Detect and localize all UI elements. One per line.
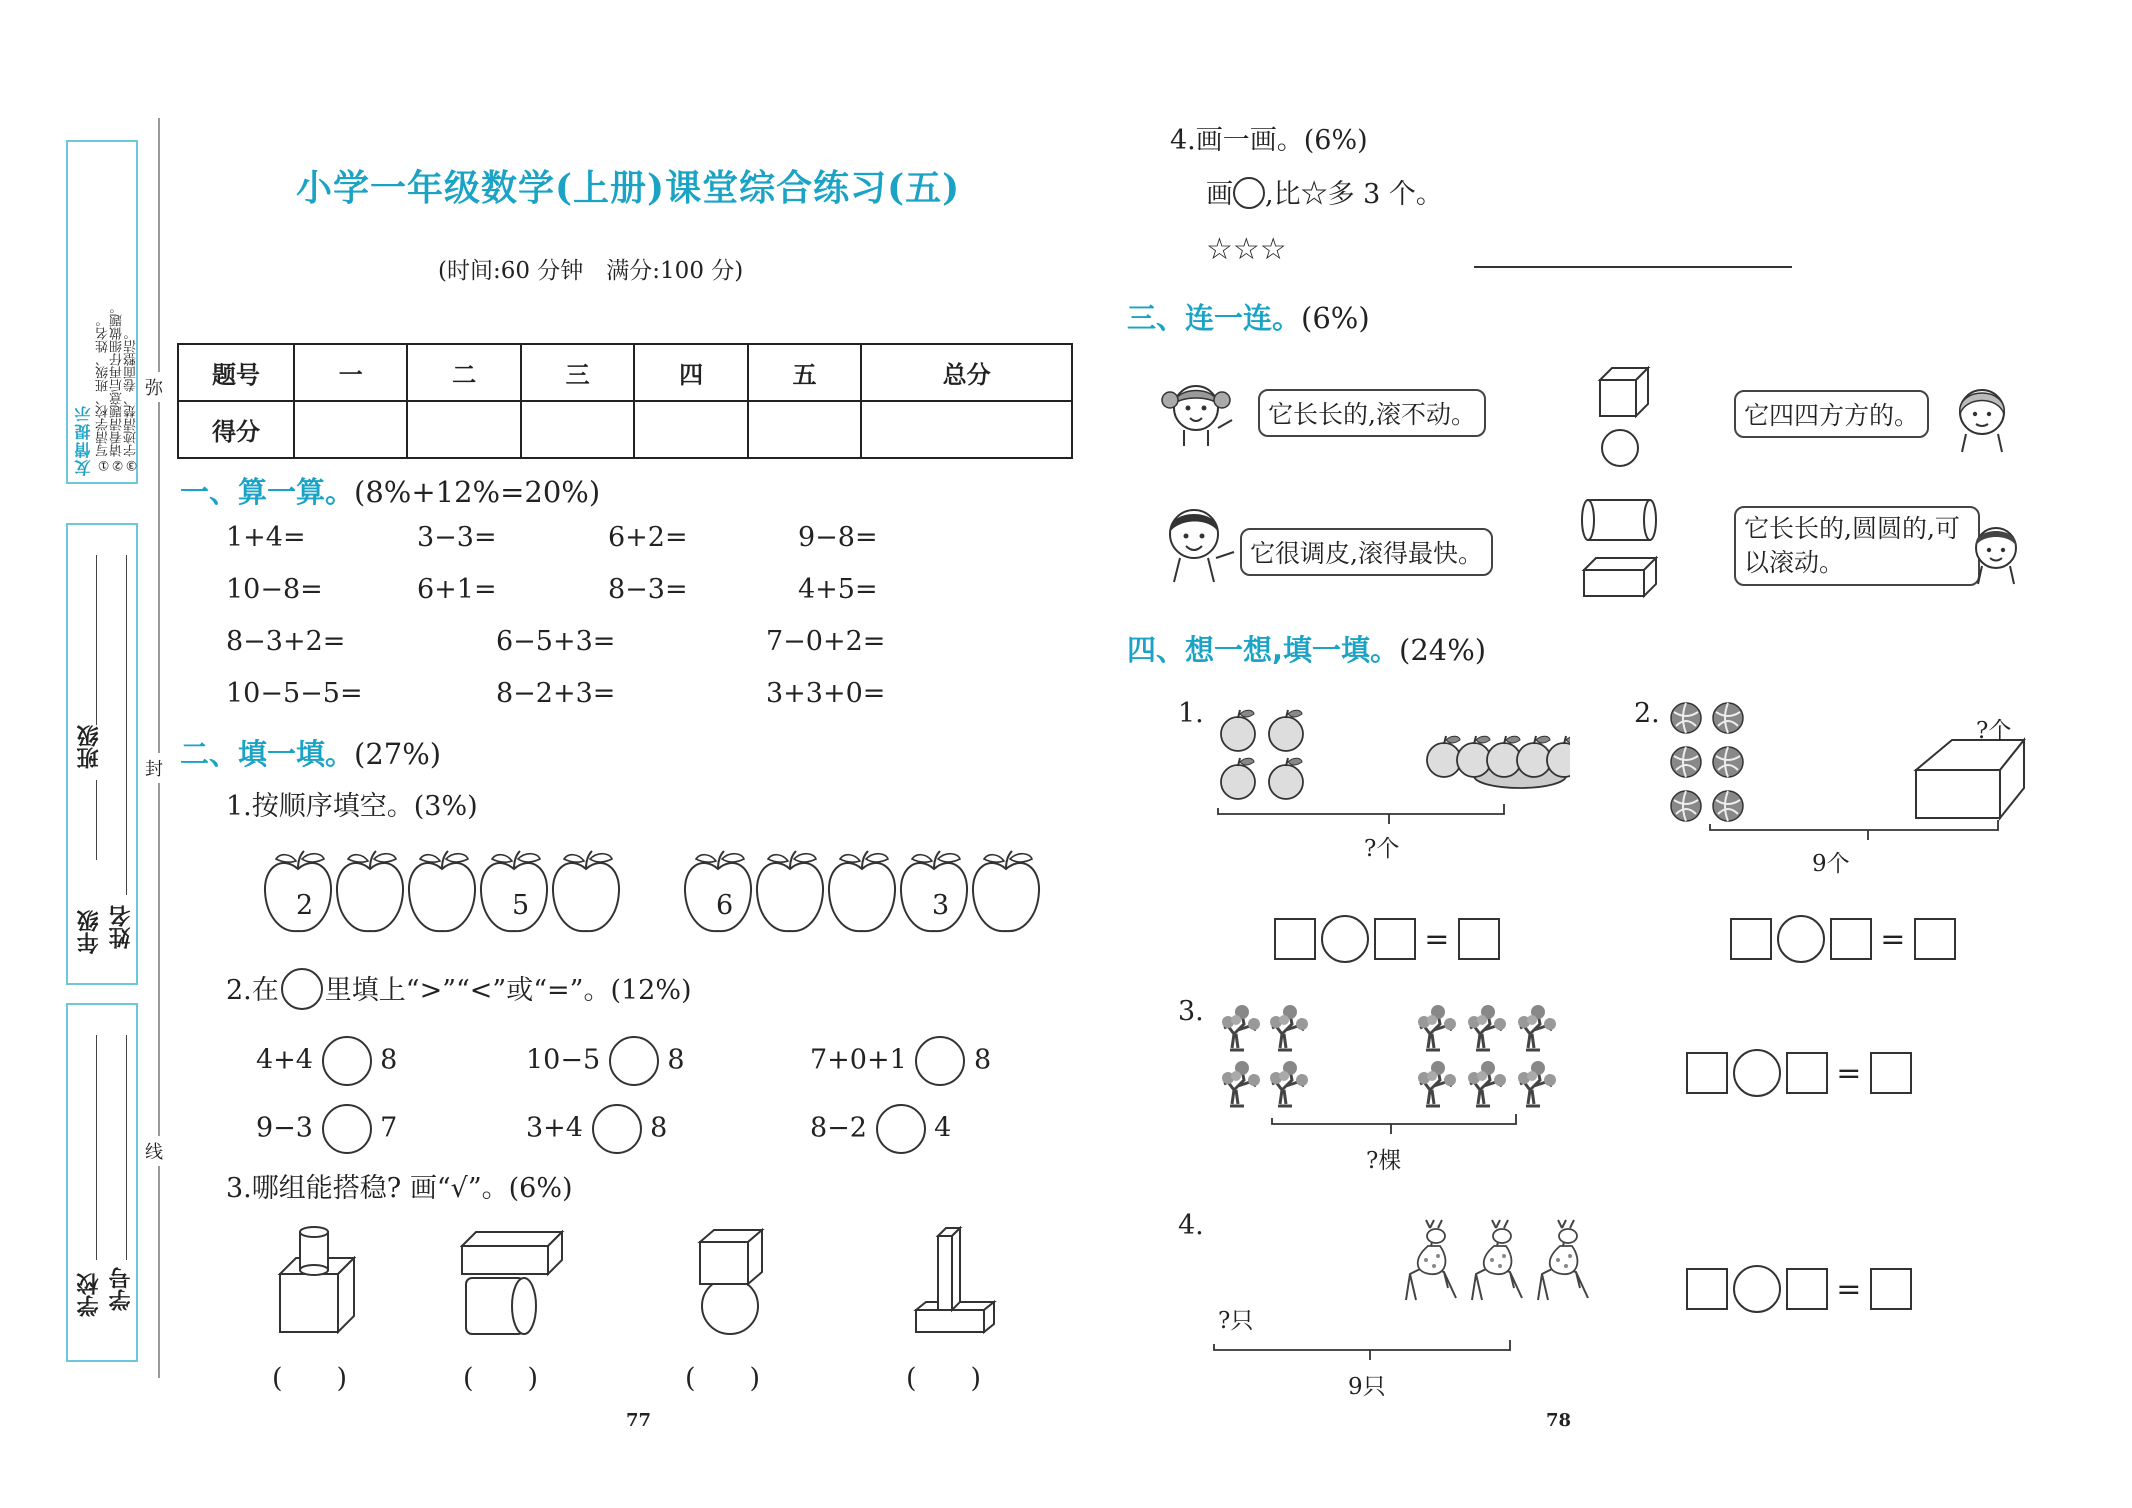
calc-9: 8−3+2= <box>226 626 346 657</box>
compare-right: 7 <box>380 1112 398 1144</box>
tall-block-shape <box>916 1228 994 1332</box>
cube-shape <box>1600 368 1648 416</box>
stack-options <box>270 1226 1030 1341</box>
number-line <box>126 1035 127 1260</box>
calc-7: 8−3= <box>608 574 688 605</box>
compare-circle[interactable] <box>592 1104 642 1154</box>
score-header: 题号 <box>178 344 294 401</box>
operator-circle[interactable] <box>1733 1049 1781 1097</box>
compare-item <box>256 1036 397 1086</box>
q2-prefix: 2.在 <box>226 975 279 1006</box>
apple-number: 5 <box>512 890 530 921</box>
answer-box[interactable] <box>1870 1052 1912 1094</box>
calc-11: 7−0+2= <box>766 626 886 657</box>
compare-left: 4+4 <box>256 1044 313 1076</box>
section1-points: (8%+12%=20%) <box>354 475 601 509</box>
compare-left: 9−3 <box>256 1112 313 1144</box>
answer-paren[interactable]: ( ) <box>685 1363 761 1394</box>
cuboid-on-cylinder-shape <box>462 1232 562 1334</box>
cylinder-shape <box>1582 500 1656 540</box>
apple <box>409 851 475 931</box>
operator-circle[interactable] <box>1321 915 1369 963</box>
apple-number: 6 <box>716 890 734 921</box>
class-info-box <box>66 523 138 985</box>
calc-1: 1+4= <box>226 522 306 553</box>
compare-left: 3+4 <box>526 1112 583 1144</box>
equals-sign: = <box>1880 921 1906 957</box>
speech-bubble: 它四四方方的。 <box>1734 390 1929 438</box>
compare-right: 4 <box>934 1112 952 1144</box>
compare-right: 8 <box>650 1112 668 1144</box>
class-line <box>96 555 97 725</box>
section4-heading <box>1127 628 1486 669</box>
answer-box[interactable] <box>1274 918 1316 960</box>
compare-item <box>810 1104 951 1154</box>
answer-box[interactable] <box>1786 1268 1828 1310</box>
answer-paren[interactable]: ( ) <box>272 1363 348 1394</box>
score-header: 四 <box>634 344 747 401</box>
q1-text: 1.按顺序填空。(3%) <box>226 791 478 822</box>
p2-label: 9个 <box>1812 851 1850 877</box>
p4-left-label: ?只 <box>1218 1308 1254 1334</box>
school-info-box <box>66 1003 138 1362</box>
seal-line <box>158 118 160 1378</box>
score-cell[interactable] <box>634 401 747 458</box>
score-table <box>177 343 1073 459</box>
p4-equation <box>1686 1265 1912 1313</box>
compare-circle[interactable] <box>322 1036 372 1086</box>
trees-picture <box>1216 1000 1576 1150</box>
grade-label: 年级 <box>77 910 102 954</box>
speech-bubble <box>1734 506 1980 586</box>
calc-10: 6−5+3= <box>496 626 616 657</box>
answer-box[interactable] <box>1914 918 1956 960</box>
calc-8: 4+5= <box>798 574 878 605</box>
compare-left: 7+0+1 <box>810 1044 907 1076</box>
calc-2: 3−3= <box>417 522 497 553</box>
section3-heading <box>1127 296 1370 337</box>
exam-subtitle: (时间:60 分钟 满分:100 分) <box>438 258 744 284</box>
score-cell[interactable] <box>748 401 861 458</box>
circle-icon <box>1233 177 1265 209</box>
compare-right: 8 <box>667 1044 685 1076</box>
answer-box[interactable] <box>1786 1052 1828 1094</box>
compare-circle[interactable] <box>609 1036 659 1086</box>
p3-number: 3. <box>1178 996 1204 1027</box>
answer-box[interactable] <box>1374 918 1416 960</box>
p4-number: 4. <box>1178 1210 1204 1241</box>
bubble-text: 它长长的,圆圆的,可以滚动。 <box>1744 514 1960 577</box>
speech-bubble: 它长长的,滚不动。 <box>1258 389 1486 437</box>
page-number-right: 78 <box>1546 1410 1572 1431</box>
score-cell[interactable] <box>294 401 407 458</box>
q4-instr-suffix: ,比☆多 3 个。 <box>1265 179 1443 210</box>
tip-2: ②请看清题意后再仔细做题。 <box>110 301 125 472</box>
boy2-avatar <box>1966 520 2026 586</box>
answer-box[interactable] <box>1870 1268 1912 1310</box>
q2-suffix: 里填上“>”“<”或“=”。(12%) <box>324 975 692 1006</box>
calc-12: 10−5−5= <box>226 678 363 709</box>
section3-points: (6%) <box>1301 301 1370 335</box>
p1-label: ?个 <box>1364 836 1400 862</box>
section1-title: 一、算一算。 <box>180 475 355 509</box>
score-header: 一 <box>294 344 407 401</box>
compare-right: 8 <box>380 1044 398 1076</box>
girl-avatar <box>1160 378 1240 448</box>
calc-6: 6+1= <box>417 574 497 605</box>
compare-right: 8 <box>973 1044 992 1076</box>
p3-label: ?棵 <box>1366 1148 1402 1174</box>
girl2-avatar <box>1948 382 2018 454</box>
calc-13: 8−2+3= <box>496 678 616 709</box>
operator-circle[interactable] <box>1733 1265 1781 1313</box>
compare-item <box>810 1036 991 1086</box>
compare-item <box>526 1036 685 1086</box>
score-cell[interactable] <box>861 401 1072 458</box>
equals-sign: = <box>1836 1055 1862 1091</box>
deer-picture <box>1210 1212 1610 1372</box>
q3-text: 3.哪组能搭稳? 画“√”。(6%) <box>226 1173 573 1204</box>
p1-equation <box>1274 915 1500 963</box>
p4-label: 9只 <box>1348 1374 1386 1400</box>
apple <box>337 851 403 931</box>
q4-instr-prefix: 画 <box>1206 179 1233 210</box>
class-line-b <box>96 780 97 860</box>
cylinder-on-cube-shape <box>280 1227 354 1332</box>
score-header: 二 <box>407 344 520 401</box>
section2-title: 二、填一填。 <box>180 737 355 771</box>
apple <box>829 851 895 931</box>
apple-sequence-a <box>262 845 632 935</box>
compare-left: 8−2 <box>810 1112 867 1144</box>
p1-number: 1. <box>1178 698 1204 729</box>
seal-char-2: 封 <box>145 753 163 783</box>
cube-on-sphere-shape <box>700 1230 762 1334</box>
compare-circle[interactable] <box>876 1104 926 1154</box>
number-label: 学号 <box>109 1267 134 1311</box>
apple <box>757 851 823 931</box>
operator-circle[interactable] <box>1777 915 1825 963</box>
circle-icon <box>281 968 323 1010</box>
boy-avatar <box>1160 502 1240 586</box>
calc-4: 9−8= <box>798 522 878 553</box>
compare-circle[interactable] <box>915 1036 965 1086</box>
sphere-shape <box>1602 430 1638 466</box>
score-row-label: 得分 <box>178 401 294 458</box>
compare-item <box>256 1104 397 1154</box>
name-line <box>126 555 127 895</box>
tip-3: ③字迹清楚、卷面整洁。 <box>124 327 139 472</box>
p2-number: 2. <box>1634 698 1660 729</box>
q4-stars: ☆☆☆ <box>1206 232 1287 267</box>
cuboid-shape <box>1584 558 1656 596</box>
score-header-row <box>178 344 1072 401</box>
score-cell[interactable] <box>521 401 634 458</box>
tips-label: 友情提示 <box>74 404 93 476</box>
equals-sign: = <box>1424 921 1450 957</box>
apple-number: 2 <box>296 890 314 921</box>
equals-sign: = <box>1836 1271 1862 1307</box>
score-row <box>178 401 1072 458</box>
answer-paren[interactable]: ( ) <box>906 1363 982 1394</box>
apple-sequence-b <box>682 845 1052 935</box>
calc-5: 10−8= <box>226 574 323 605</box>
apple <box>973 851 1039 931</box>
score-header: 总分 <box>861 344 1072 401</box>
school-line <box>96 1035 97 1260</box>
page-number-left: 77 <box>626 1410 652 1431</box>
p3-equation <box>1686 1049 1912 1097</box>
score-cell[interactable] <box>407 401 520 458</box>
section2-heading <box>180 732 441 773</box>
tips-box <box>66 140 138 484</box>
apple-number: 3 <box>932 890 950 921</box>
school-label: 学校 <box>77 1273 102 1317</box>
speech-bubble: 它很调皮,滚得最快。 <box>1240 528 1493 576</box>
answer-box[interactable] <box>1830 918 1872 960</box>
compare-circle[interactable] <box>322 1104 372 1154</box>
page-title: 小学一年级数学(上册)课堂综合练习(五) <box>296 167 961 209</box>
q4-answer-line[interactable] <box>1474 266 1792 268</box>
name-label: 姓名 <box>109 905 134 949</box>
seal-char-1: 弥 <box>145 372 163 402</box>
answer-paren[interactable]: ( ) <box>463 1363 539 1394</box>
section4-title: 四、想一想,填一填。 <box>1127 633 1400 667</box>
section2-points: (27%) <box>354 737 442 771</box>
p2-top-label: ?个 <box>1976 718 2012 744</box>
answer-box[interactable] <box>1686 1052 1728 1094</box>
score-header: 五 <box>748 344 861 401</box>
section3-title: 三、连一连。 <box>1127 301 1302 335</box>
section1-heading <box>180 470 600 511</box>
q4-instruction <box>1206 172 1443 211</box>
calc-3: 6+2= <box>608 522 688 553</box>
compare-item <box>526 1104 667 1154</box>
section4-points: (24%) <box>1399 633 1487 667</box>
p2-equation <box>1730 915 1956 963</box>
q2-text <box>226 968 692 1010</box>
compare-left: 10−5 <box>526 1044 601 1076</box>
tip-1: ①写清学校、班级、姓名。 <box>96 314 111 472</box>
apple <box>553 851 619 931</box>
seal-char-3: 线 <box>145 1136 163 1166</box>
calc-14: 3+3+0= <box>766 678 886 709</box>
shape-column <box>1580 366 1700 606</box>
answer-box[interactable] <box>1458 918 1500 960</box>
answer-box[interactable] <box>1730 918 1772 960</box>
class-label: 班级 <box>77 725 102 769</box>
q4-title: 4.画一画。(6%) <box>1170 125 1368 156</box>
answer-box[interactable] <box>1686 1268 1728 1310</box>
score-header: 三 <box>521 344 634 401</box>
